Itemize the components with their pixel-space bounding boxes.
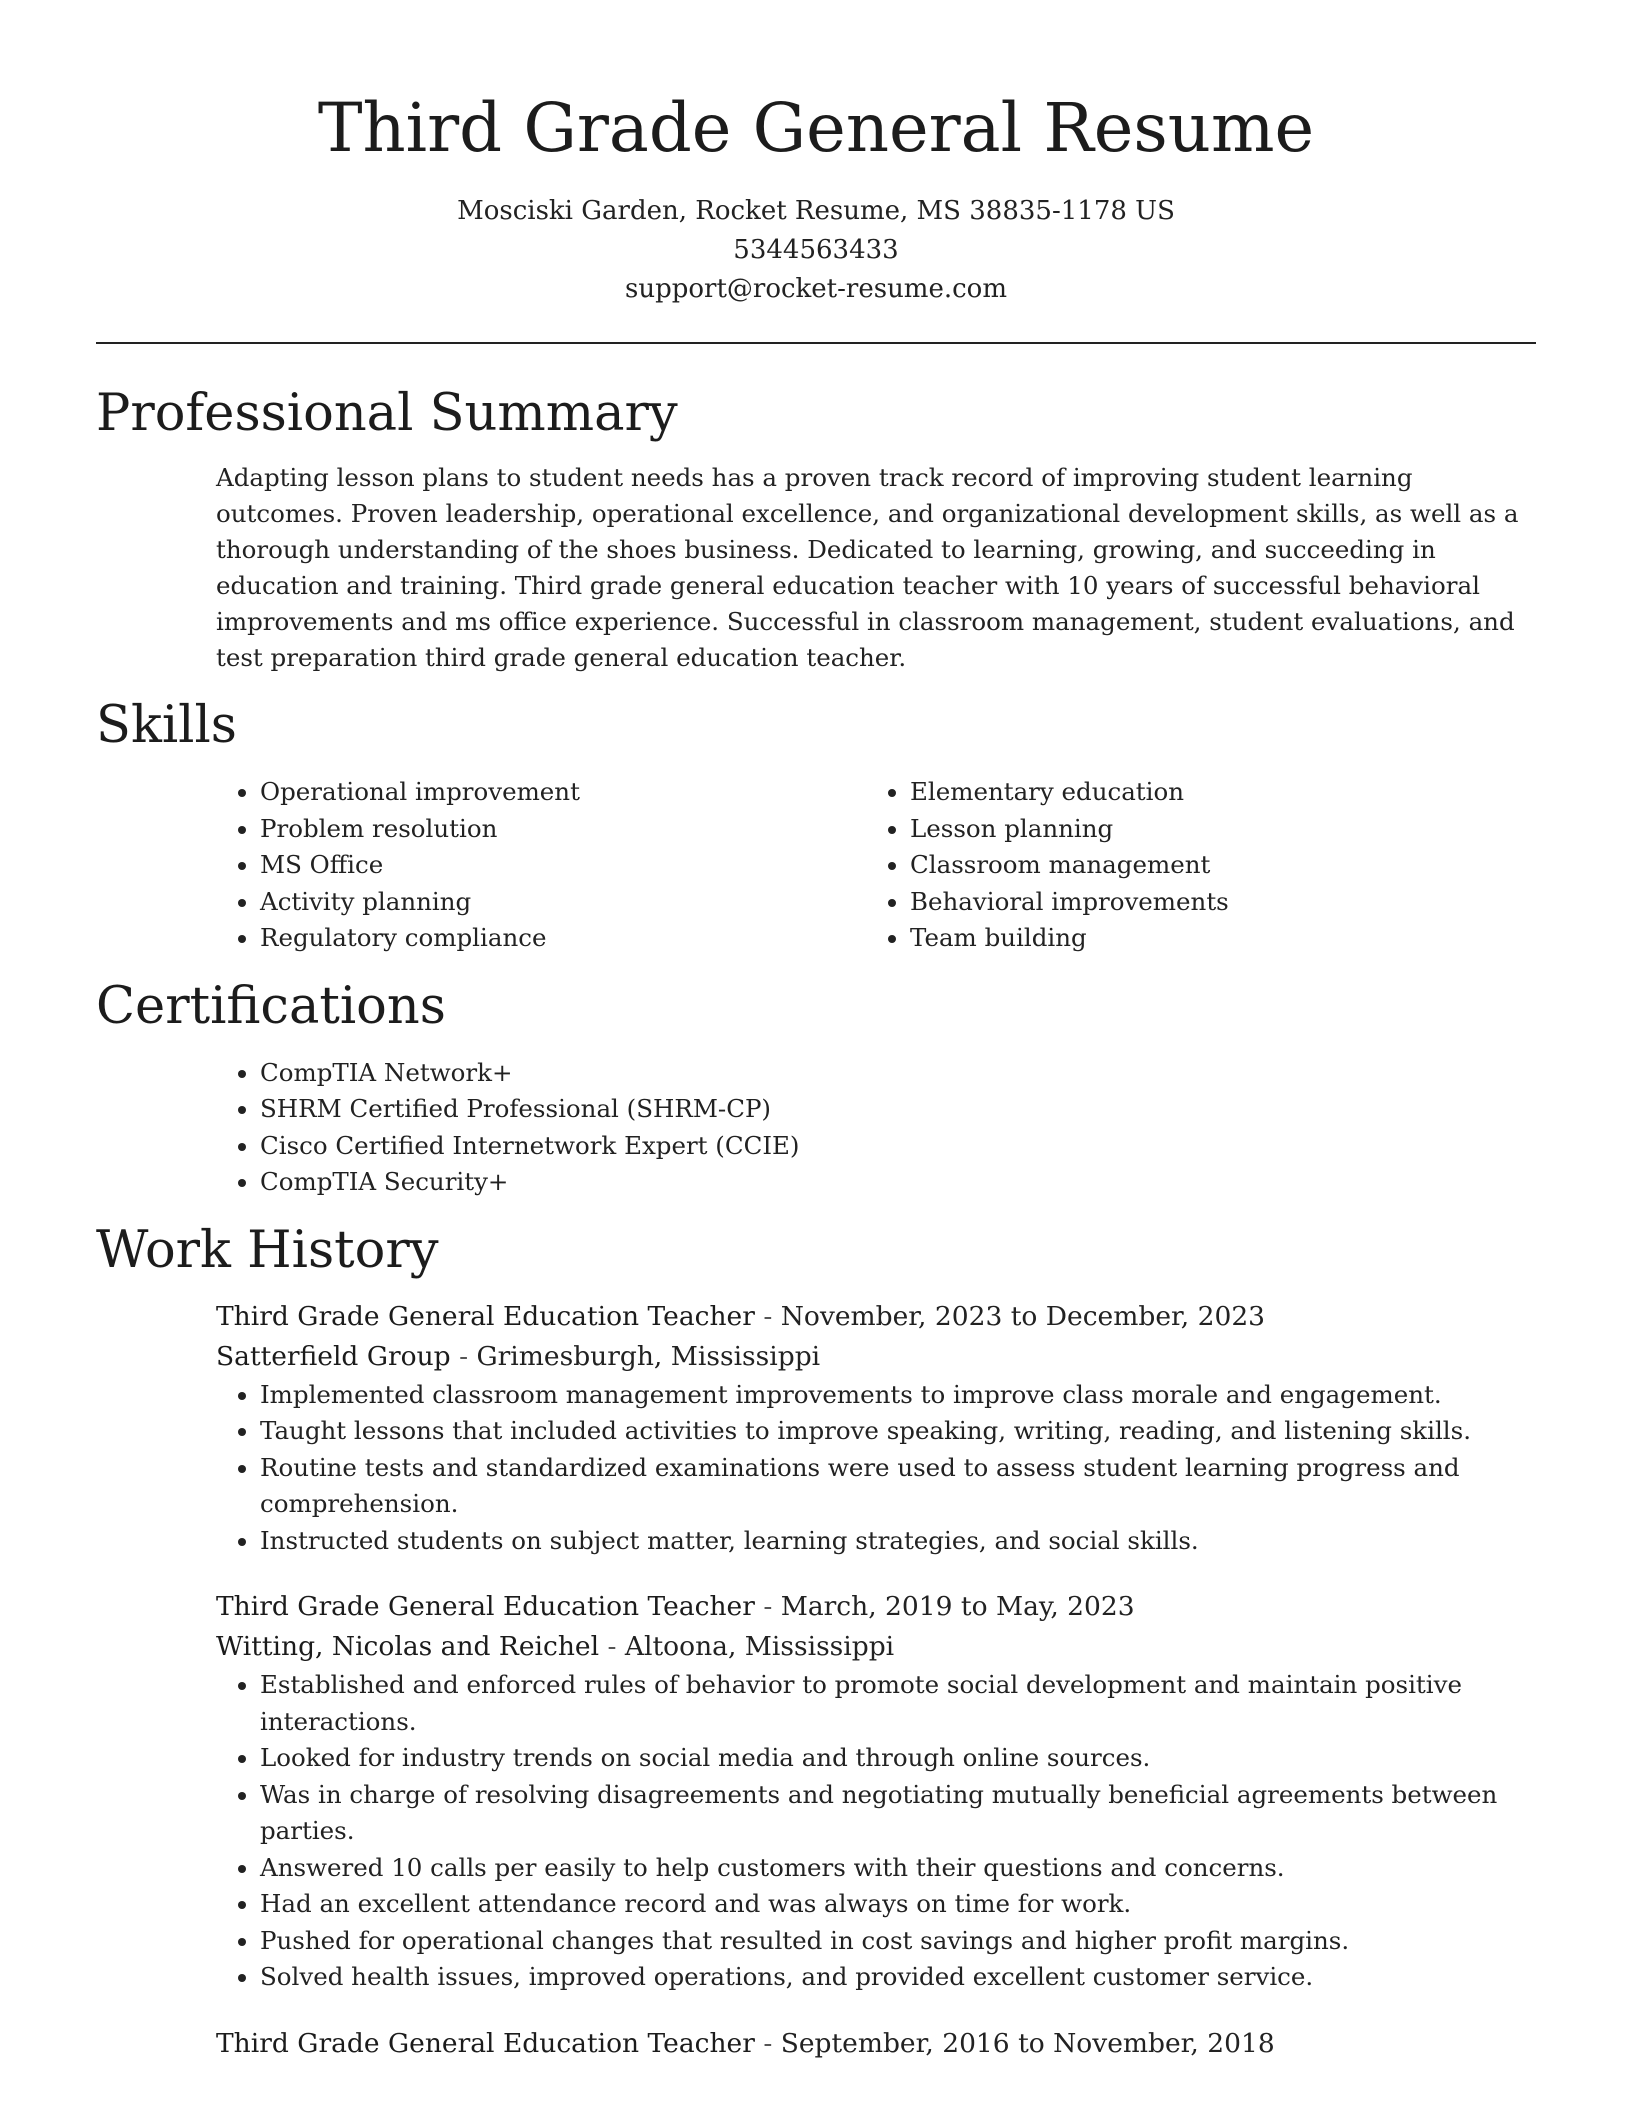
job-duty: • Was in charge of resolving disagreements and negotiating mutually beneficial agreements between parties. (260, 1777, 1536, 1850)
skills-list (216, 774, 1536, 957)
job-separator: - (599, 1631, 625, 1662)
skills-heading: Skills (96, 696, 237, 755)
job-duty: • Had an excellent attendance record and was always on time for work. (260, 1886, 1536, 1923)
job-location: Altoona, Mississippi (624, 1631, 895, 1662)
job-separator: - (754, 2027, 781, 2059)
certification-item: • CompTIA Network+ (260, 1055, 1536, 1092)
job-duties (216, 1667, 1536, 1996)
skills-column-left (216, 774, 866, 957)
job-entry (216, 1587, 1536, 1996)
certifications-list (216, 1055, 1536, 1201)
job-duty: • Instructed students on subject matter, learning strategies, and social skills. (260, 1523, 1536, 1560)
contact-block (0, 192, 1632, 309)
skill-item: • Elementary education (910, 774, 1516, 811)
job-location: Grimesburgh, Mississippi (476, 1340, 821, 1372)
job-company-line (216, 1337, 1536, 1377)
job-title: Third Grade General Education Teacher (216, 1591, 755, 1622)
skill-item: • Activity planning (260, 884, 866, 921)
certification-item: • SHRM Certified Professional (SHRM-CP) (260, 1091, 1536, 1128)
job-dates: September, 2016 to November, 2018 (780, 2027, 1275, 2059)
header-divider (96, 342, 1536, 344)
skill-item: • Classroom management (910, 847, 1516, 884)
summary-heading: Professional Summary (96, 384, 678, 443)
job-duty: • Established and enforced rules of behavior to promote social development and maintain positive interactions. (260, 1667, 1536, 1740)
contact-address: Mosciski Garden, Rocket Resume, MS 38835-1178 US (457, 196, 1175, 226)
summary-text: Adapting lesson plans to student needs has a proven track record of improving student learning outcomes. Proven leadership, operational excellence, and organizational development skills, as well as a thorough understanding of the shoes business. Dedicated to learning, growing, and succeeding in education and training. Third grade general education teacher with 10 years of successful behavioral improvements and ms office experience. Successful in classroom management, student evaluations, and test preparation third grade general education teacher. (216, 463, 1519, 672)
job-duty: • Routine tests and standardized examinations were used to assess student learning progress and comprehension. (260, 1450, 1536, 1523)
job-company: Satterfield Group (216, 1340, 451, 1372)
job-title-line (216, 1297, 1536, 1337)
job-duties (216, 1377, 1536, 1560)
job-separator: - (754, 1591, 781, 1622)
contact-phone: 5344563433 (733, 235, 899, 265)
job-title-line (216, 2024, 1536, 2064)
skills-column-right (866, 774, 1516, 957)
certification-item: • Cisco Certified Internetwork Expert (CCIE) (260, 1128, 1536, 1165)
job-title: Third Grade General Education Teacher (216, 2027, 755, 2059)
skill-item: • Behavioral improvements (910, 884, 1516, 921)
job-company: Witting, Nicolas and Reichel (216, 1631, 600, 1662)
job-title-line (216, 1587, 1536, 1627)
job-separator: - (450, 1340, 477, 1372)
skill-item: • Operational improvement (260, 774, 866, 811)
job-duty: • Implemented classroom management improvements to improve class morale and engagement. (260, 1377, 1536, 1414)
job-duty: • Looked for industry trends on social media and through online sources. (260, 1740, 1536, 1777)
job-entry (216, 2024, 1536, 2064)
skill-item: • MS Office (260, 847, 866, 884)
skill-item: • Team building (910, 920, 1516, 957)
skill-item: • Regulatory compliance (260, 920, 866, 957)
resume-title: Third Grade General Resume (317, 89, 1315, 167)
job-duty: • Solved health issues, improved operations, and provided excellent customer service. (260, 1959, 1536, 1996)
job-duty: • Taught lessons that included activities to improve speaking, writing, reading, and listening skills. (260, 1413, 1536, 1450)
skill-item: • Lesson planning (910, 811, 1516, 848)
job-separator: - (754, 1300, 781, 1332)
resume-body (96, 378, 1536, 2064)
job-dates: November, 2023 to December, 2023 (780, 1300, 1266, 1332)
certifications-heading: Certifications (96, 976, 446, 1036)
resume-header (0, 0, 1632, 309)
contact-email: support@rocket-resume.com (624, 274, 1007, 304)
skill-item: • Problem resolution (260, 811, 866, 848)
job-dates: March, 2019 to May, 2023 (780, 1591, 1135, 1622)
certification-item: • CompTIA Security+ (260, 1164, 1536, 1201)
job-duty: • Pushed for operational changes that resulted in cost savings and higher profit margins. (260, 1923, 1536, 1960)
job-title: Third Grade General Education Teacher (216, 1300, 755, 1332)
job-company-line (216, 1627, 1536, 1667)
work-history-heading: Work History (96, 1220, 439, 1280)
job-duty: • Answered 10 calls per easily to help customers with their questions and concerns. (260, 1850, 1536, 1887)
job-entry (216, 1297, 1536, 1560)
